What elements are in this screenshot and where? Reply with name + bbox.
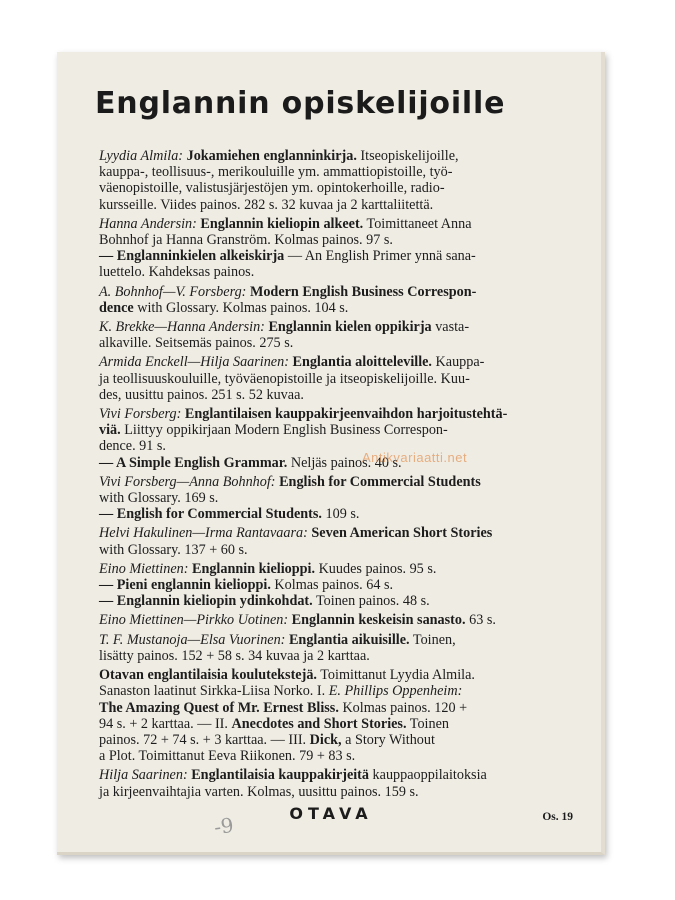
author-name: Hilja Saarinen: xyxy=(99,767,188,784)
entry-text: Kolmas painos. 64 s. xyxy=(270,577,394,594)
book-entry xyxy=(99,767,569,799)
entry-line xyxy=(99,455,569,471)
catalog-code: Os. 19 xyxy=(542,811,573,823)
publisher-name: OTAVA xyxy=(289,804,373,823)
book-entry xyxy=(99,474,569,523)
entry-line xyxy=(99,406,569,422)
entry-text: ja teollisuuskouluille, työväenopistoille ja itseopiskelijoille. Kuu- xyxy=(99,370,470,387)
entry-text: luettelo. Kahdeksas painos. xyxy=(99,264,255,281)
entry-line xyxy=(99,335,569,351)
entry-line xyxy=(99,284,569,300)
book-entry xyxy=(99,284,569,316)
book-entry xyxy=(99,216,569,281)
page-title: Englannin opiskelijoille xyxy=(95,86,506,121)
entry-line xyxy=(99,319,569,335)
entry-line xyxy=(99,232,569,248)
book-title: — A Simple English Grammar. xyxy=(99,454,288,471)
entry-line xyxy=(99,748,569,764)
entry-text: Bohnhof ja Hanna Granström. Kolmas painos. 97 s. xyxy=(99,232,393,249)
entry-text: kursseille. Viides painos. 282 s. 32 kuvaa ja 2 karttaliitettä. xyxy=(99,196,434,213)
entry-text: kauppa-, teollisuus-, merikouluille ym. ammattiopistoille, työ- xyxy=(99,164,453,181)
entry-line xyxy=(99,216,569,232)
author-name: Vivi Forsberg—Anna Bohnhof: xyxy=(99,473,276,490)
book-title: Englantia aloitteleville. xyxy=(288,354,432,371)
entry-line xyxy=(99,767,569,783)
author-name: E. Phillips Oppenheim: xyxy=(328,683,463,700)
author-name: Lyydia Almila: xyxy=(99,148,184,164)
book-title: — Englannin kieliopin ydinkohdat. xyxy=(99,593,313,610)
entry-text: Toinen painos. 48 s. xyxy=(312,593,430,610)
entry-line xyxy=(99,490,569,506)
entry-text: Toimittaneet Anna xyxy=(363,215,472,232)
book-entry xyxy=(99,148,569,213)
book-title: English for Commercial Students xyxy=(275,473,481,490)
book-list xyxy=(99,148,569,803)
entry-line xyxy=(99,300,569,316)
entry-text: ja kirjeenvaihtajia varten. Kolmas, uusittu painos. 159 s. xyxy=(99,783,419,800)
entry-text: with Glossary. Kolmas painos. 104 s. xyxy=(133,299,349,316)
author-name: Eino Miettinen—Pirkko Uotinen: xyxy=(99,612,289,629)
entry-line xyxy=(99,197,569,213)
book-title: Anecdotes and Short Stories. xyxy=(231,715,407,732)
watermark: Antikvariaatti.net xyxy=(362,450,468,465)
entry-text: lisätty painos. 152 + 58 s. 34 kuvaa ja 2 karttaa. xyxy=(99,647,370,664)
book-title: Jokamiehen englanninkirja. xyxy=(183,148,357,164)
entry-text: 63 s. xyxy=(465,612,496,629)
entry-text: vasta- xyxy=(431,319,470,336)
entry-line xyxy=(99,632,569,648)
entry-line xyxy=(99,371,569,387)
entry-text: Liittyy oppikirjaan Modern English Business Correspon- xyxy=(120,422,448,439)
entry-text: 109 s. xyxy=(321,506,360,523)
entry-line xyxy=(99,683,569,699)
book-entry xyxy=(99,319,569,351)
entry-text: väenopistoille, valistusjärjestöjen ym. opintokerhoille, radio- xyxy=(99,180,445,197)
entry-text: a Plot. Toimittanut Eeva Riikonen. 79 + 83 s. xyxy=(99,748,356,765)
entry-line xyxy=(99,667,569,683)
pencil-mark: -9 xyxy=(212,812,236,840)
book-title: dence xyxy=(99,299,134,316)
book-entry xyxy=(99,667,569,764)
entry-text: 94 s. + 2 karttaa. — II. xyxy=(99,715,232,732)
entry-line xyxy=(99,264,569,280)
entry-line xyxy=(99,577,569,593)
entry-line xyxy=(99,732,569,748)
entry-text: Toinen xyxy=(406,715,449,732)
entry-text: des, uusittu painos. 251 s. 52 kuvaa. xyxy=(99,386,304,403)
entry-text: painos. 72 + 74 s. + 3 karttaa. — III. xyxy=(99,731,310,748)
entry-text: Toimittanut Lyydia Almila. xyxy=(316,667,475,684)
entry-line xyxy=(99,164,569,180)
entry-line xyxy=(99,648,569,664)
entry-line xyxy=(99,248,569,264)
book-title: Englantilaisia kauppakirjeitä xyxy=(187,767,369,784)
book-entry xyxy=(99,354,569,403)
book-entry xyxy=(99,632,569,664)
book-title: Englannin keskeisin sanasto. xyxy=(288,612,466,629)
entry-text: Kuudes painos. 95 s. xyxy=(315,560,437,577)
book-entry xyxy=(99,406,569,471)
entry-text: — An English Primer ynnä sana- xyxy=(284,248,476,265)
entry-line xyxy=(99,438,569,454)
book-title: Englantia aikuisille. xyxy=(285,631,410,648)
entry-line xyxy=(99,354,569,370)
entry-line xyxy=(99,506,569,522)
book-title: The Amazing Quest of Mr. Ernest Bliss. xyxy=(99,699,339,716)
entry-text: Itseopiskelijoille, xyxy=(356,148,459,164)
author-name: A. Bohnhof—V. Forsberg: xyxy=(99,283,247,300)
book-title: Englannin kieliopin alkeet. xyxy=(196,215,364,232)
author-name: Helvi Hakulinen—Irma Rantavaara: xyxy=(99,525,308,542)
entry-line xyxy=(99,422,569,438)
book-title: Seven American Short Stories xyxy=(307,525,493,542)
author-name: Vivi Forsberg: xyxy=(99,406,182,423)
book-title: — English for Commercial Students. xyxy=(99,506,322,523)
book-title: — Pieni englannin kielioppi. xyxy=(99,577,271,594)
entry-text: Kolmas painos. 120 + xyxy=(338,699,468,716)
entry-line xyxy=(99,148,569,164)
book-title: Otavan englantilaisia koulutekstejä. xyxy=(99,667,317,684)
entry-text: kauppaoppilaitoksia xyxy=(369,767,487,784)
entry-line xyxy=(99,593,569,609)
author-name: T. F. Mustanoja—Elsa Vuorinen: xyxy=(99,631,286,648)
book-back-cover xyxy=(57,52,605,855)
entry-line xyxy=(99,180,569,196)
author-name: Hanna Andersin: xyxy=(99,215,197,232)
book-title: Englannin kielioppi. xyxy=(188,560,316,577)
entry-line xyxy=(99,387,569,403)
book-title: Dick, xyxy=(309,731,342,748)
entry-text: alkaville. Seitsemäs painos. 275 s. xyxy=(99,335,294,352)
book-title: — Englanninkielen alkeiskirja xyxy=(99,248,285,265)
entry-line xyxy=(99,612,569,628)
book-title: viä. xyxy=(99,422,121,439)
entry-text: a Story Without xyxy=(341,731,435,748)
entry-line xyxy=(99,700,569,716)
book-title: Modern English Business Correspon- xyxy=(246,283,477,300)
book-title: Englannin kielen oppikirja xyxy=(264,319,432,336)
entry-line xyxy=(99,561,569,577)
entry-line xyxy=(99,474,569,490)
entry-line xyxy=(99,716,569,732)
book-entry xyxy=(99,525,569,557)
entry-text: Neljäs painos. 40 s. xyxy=(287,454,402,471)
entry-text: Kauppa- xyxy=(431,354,485,371)
book-entry xyxy=(99,612,569,628)
entry-text: with Glossary. 169 s. xyxy=(99,490,219,507)
entry-line xyxy=(99,525,569,541)
entry-text: with Glossary. 137 + 60 s. xyxy=(99,541,248,558)
author-name: K. Brekke—Hanna Andersin: xyxy=(99,319,265,336)
entry-line xyxy=(99,542,569,558)
author-name: Armida Enckell—Hilja Saarinen: xyxy=(99,354,289,371)
book-title: Englantilaisen kauppakirjeenvaihdon harjoitustehtä- xyxy=(181,406,508,423)
book-entry xyxy=(99,561,569,610)
entry-line xyxy=(99,784,569,800)
entry-text: dence. 91 s. xyxy=(99,438,166,455)
author-name: Eino Miettinen: xyxy=(99,560,189,577)
entry-text: Toinen, xyxy=(409,631,456,648)
entry-text: Sanaston laatinut Sirkka-Liisa Norko. I. xyxy=(99,683,329,700)
